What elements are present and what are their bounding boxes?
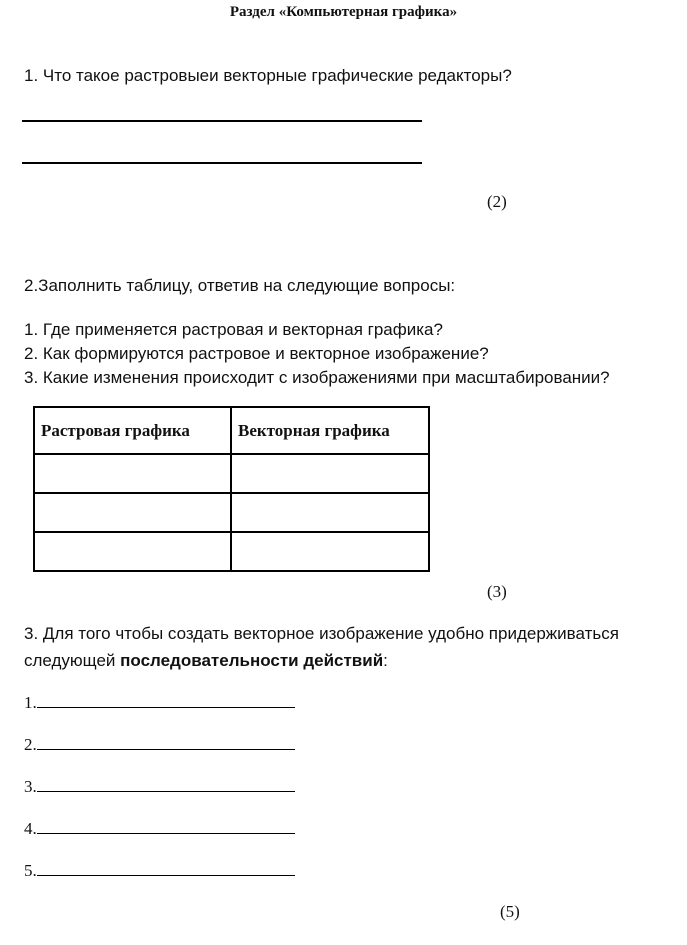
step-blank[interactable] bbox=[37, 818, 295, 834]
step-number: 3. bbox=[24, 777, 37, 796]
table-cell[interactable] bbox=[231, 532, 429, 571]
table-row bbox=[34, 454, 429, 493]
step-blank[interactable] bbox=[37, 776, 295, 792]
table-header-vector: Векторная графика bbox=[231, 407, 429, 454]
step-blank[interactable] bbox=[37, 860, 295, 876]
question-3-line-2-plain: следующей bbox=[24, 651, 121, 670]
table-header-raster: Растровая графика bbox=[34, 407, 231, 454]
step-number: 1. bbox=[24, 693, 37, 712]
step-line-5[interactable] bbox=[24, 860, 295, 881]
page-title: Раздел «Компьютерная графика» bbox=[229, 4, 458, 20]
question-2-score: (3) bbox=[487, 582, 507, 601]
table-cell[interactable] bbox=[34, 532, 231, 571]
step-number: 2. bbox=[24, 735, 37, 754]
question-3-score: (5) bbox=[500, 902, 520, 921]
question-2-item-2: 2. Как формируются растровое и векторное изображение? bbox=[24, 344, 489, 363]
answer-line-1[interactable] bbox=[22, 120, 422, 122]
step-blank[interactable] bbox=[37, 692, 295, 708]
question-2-item-3: 3. Какие изменения происходит с изображениями при масштабировании? bbox=[24, 368, 610, 387]
step-line-3[interactable] bbox=[24, 776, 295, 797]
question-3-line-2-end: : bbox=[383, 651, 388, 670]
question-1-score: (2) bbox=[487, 192, 507, 211]
table-cell[interactable] bbox=[34, 493, 231, 532]
step-number: 4. bbox=[24, 819, 37, 838]
question-1-text: 1. Что такое растровыеи векторные графические редакторы? bbox=[24, 66, 512, 85]
question-2-intro: 2.Заполнить таблицу, ответив на следующие вопросы: bbox=[24, 276, 456, 295]
table-cell[interactable] bbox=[231, 454, 429, 493]
question-3-line-1: 3. Для того чтобы создать векторное изображение удобно придерживаться bbox=[24, 624, 619, 643]
question-3-emphasis: последовательности действий bbox=[120, 651, 384, 670]
table-row bbox=[34, 532, 429, 571]
step-line-2[interactable] bbox=[24, 734, 295, 755]
step-line-1[interactable] bbox=[24, 692, 295, 713]
step-number: 5. bbox=[24, 861, 37, 880]
answer-table bbox=[33, 406, 430, 572]
table-cell[interactable] bbox=[231, 493, 429, 532]
step-line-4[interactable] bbox=[24, 818, 295, 839]
table-row bbox=[34, 493, 429, 532]
question-3-line-2 bbox=[24, 651, 388, 671]
question-2-item-1: 1. Где применяется растровая и векторная графика? bbox=[24, 320, 443, 339]
answer-line-2[interactable] bbox=[22, 162, 422, 164]
table-cell[interactable] bbox=[34, 454, 231, 493]
step-blank[interactable] bbox=[37, 734, 295, 750]
